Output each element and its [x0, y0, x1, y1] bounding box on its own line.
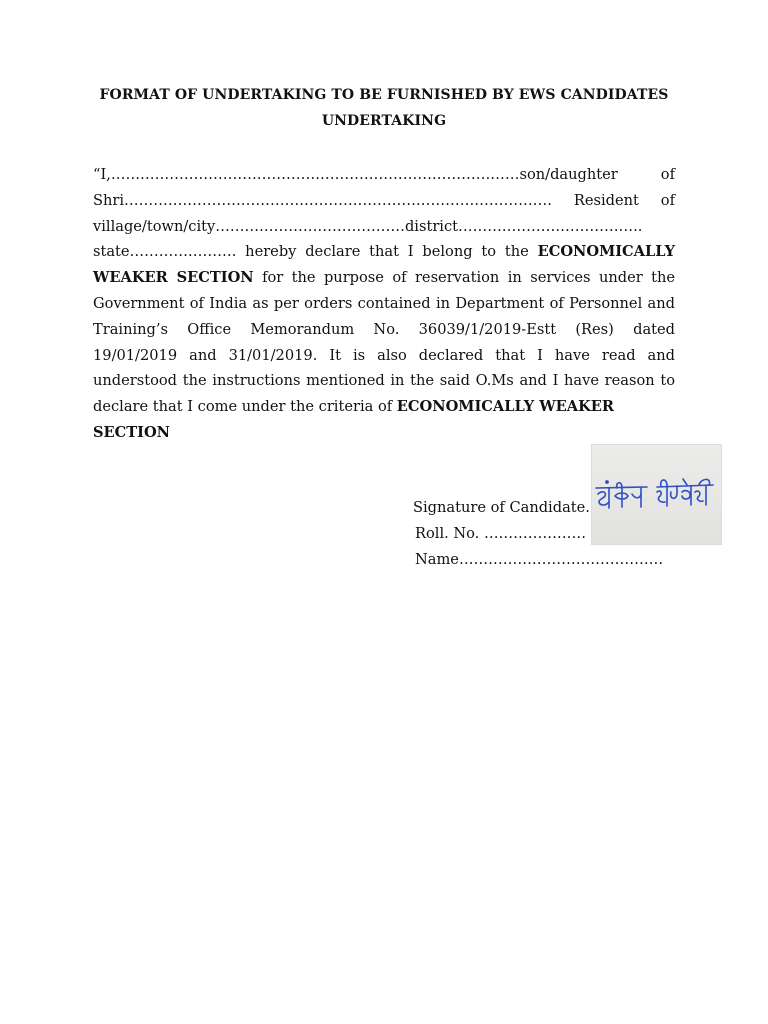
paragraph-line-11: SECTION	[93, 423, 171, 441]
paragraph-line-5-emphasis: WEAKER SECTION	[93, 269, 254, 287]
paragraph-line-7: Training’s Office Memorandum No. 36039/1/2019-Estt (Res) dated	[93, 320, 675, 338]
paragraph-line-10	[93, 394, 675, 420]
paragraph-line-4	[93, 239, 675, 265]
handwritten-signature-image	[591, 444, 722, 545]
paragraph-line-10-text: declare that I come under the criteria of	[93, 398, 393, 416]
paragraph-line-8: 19/01/2019 and 31/01/2019. It is also declared that I have read and	[93, 346, 675, 364]
paragraph-line-4-text: state…………………. hereby declare that I belong to the	[93, 243, 529, 261]
paragraph-line-6: Government of India as per orders contained in Department of Personnel and	[93, 294, 675, 312]
document-title: FORMAT OF UNDERTAKING TO BE FURNISHED BY EWS CANDIDATES	[99, 87, 669, 103]
paragraph-line-9: understood the instructions mentioned in the said O.Ms and I have reason to	[93, 372, 675, 390]
paragraph-line-3: village/town/city…………………………………district………………………………..	[93, 217, 643, 235]
paragraph-line-4-emphasis: ECONOMICALLY	[537, 243, 676, 261]
undertaking-paragraph	[93, 162, 675, 446]
paragraph-line-10-emphasis: ECONOMICALLY WEAKER	[396, 398, 615, 416]
handwritten-signature-ink	[591, 444, 722, 545]
document-subtitle: UNDERTAKING	[321, 113, 447, 129]
paragraph-line-2: Shri……………………………………………………………………………. Resident of	[93, 191, 675, 209]
paragraph-line-5	[93, 265, 675, 291]
paragraph-line-5-text: for the purpose of reservation in services under the	[262, 269, 676, 287]
signature-label: Signature of Candidate.	[413, 499, 590, 516]
paragraph-line-1: “I,…………………………………………………………………………son/daughter of	[93, 166, 675, 183]
name-label: Name……………………………………	[415, 550, 664, 568]
roll-no-label: Roll. No. …………………	[415, 524, 587, 542]
